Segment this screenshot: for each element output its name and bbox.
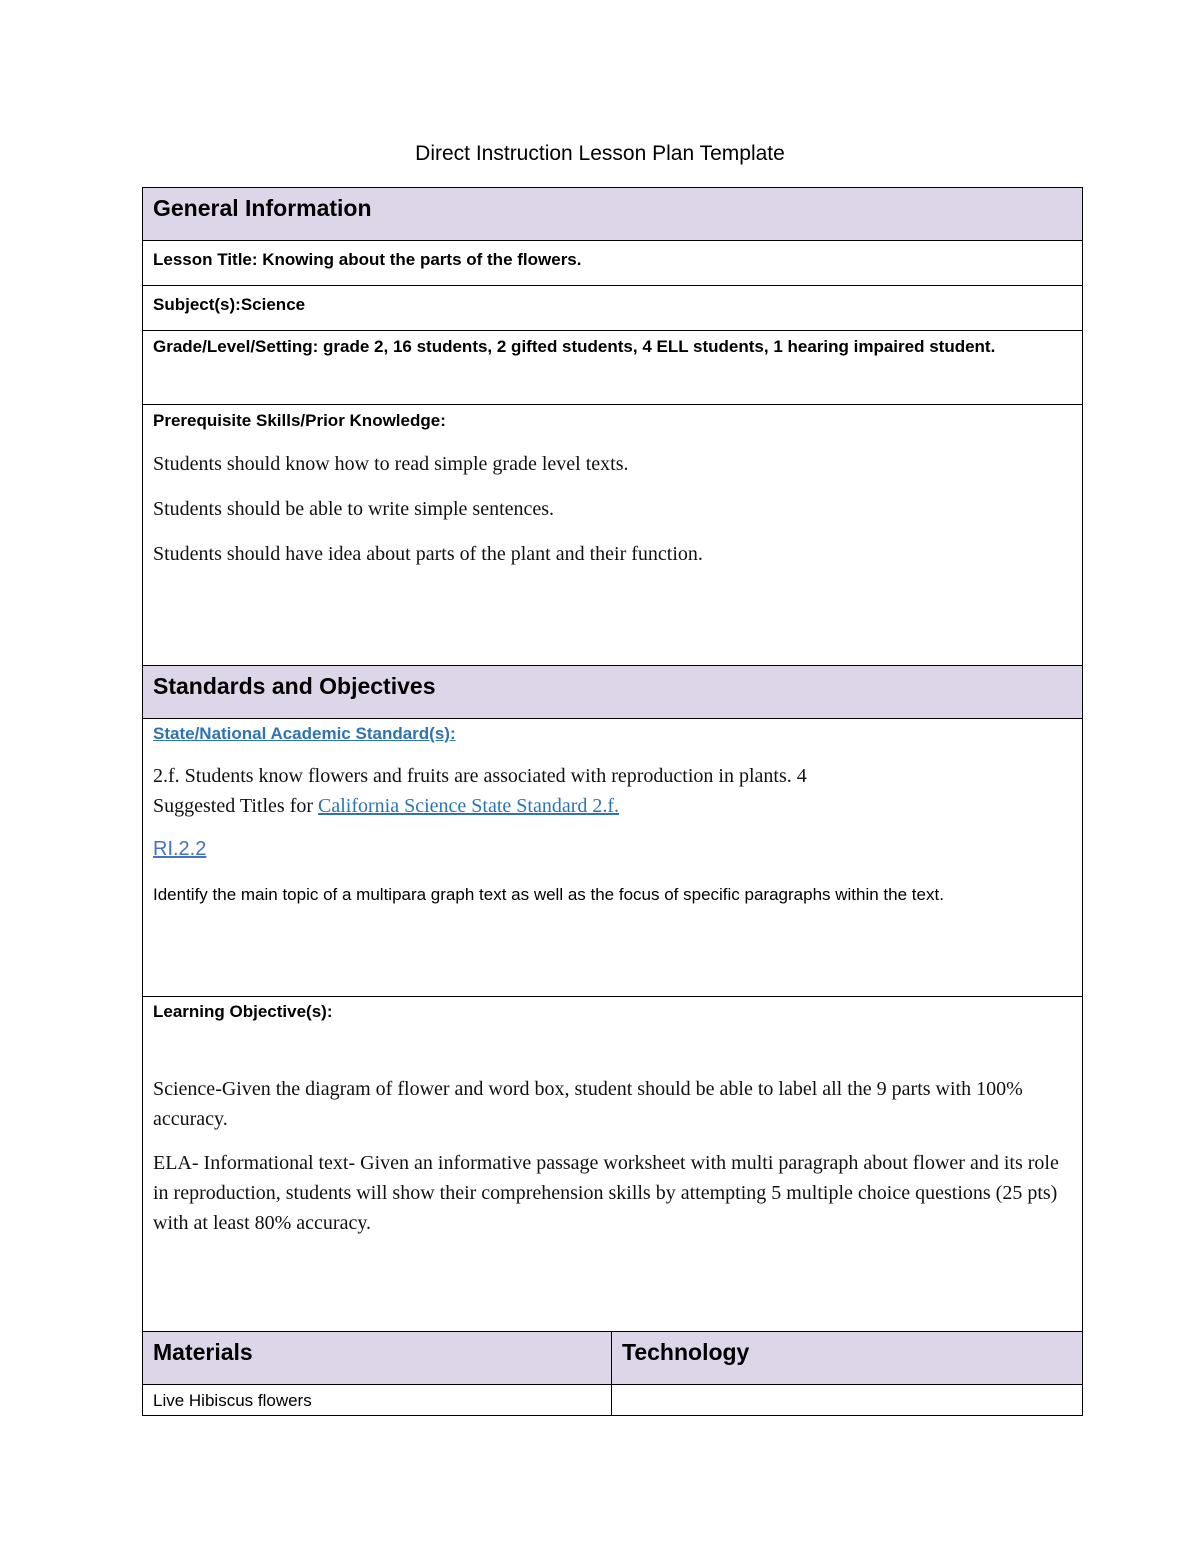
standard-2f-suggested	[153, 791, 1072, 821]
standards-link[interactable]: State/National Academic Standard(s):	[153, 724, 456, 743]
materials-heading: Materials	[153, 1339, 253, 1365]
prerequisite-item: Students should have idea about parts of the plant and their function.	[153, 543, 703, 565]
prerequisite-item: Students should be able to write simple sentences.	[153, 498, 555, 520]
subjects-cell	[143, 286, 1083, 331]
learning-objectives-label: Learning Objective(s):	[153, 1002, 333, 1021]
prerequisite-cell	[143, 405, 1083, 666]
grade-level-setting-cell	[143, 331, 1083, 405]
grade-level-setting: Grade/Level/Setting: grade 2, 16 students, 2 gifted students, 4 ELL students, 1 hearing impaired student.	[153, 337, 996, 356]
general-information-header	[143, 188, 1083, 241]
learning-objectives-cell	[143, 997, 1083, 1332]
california-standard-link[interactable]: California Science State Standard 2.f.	[318, 795, 620, 817]
subjects: Subject(s):Science	[153, 295, 306, 314]
ri-standard-row	[153, 835, 1072, 865]
technology-heading: Technology	[622, 1339, 750, 1365]
prerequisite-label: Prerequisite Skills/Prior Knowledge:	[153, 411, 446, 430]
ri-standard-link[interactable]: RI.2.2	[153, 838, 207, 860]
technology-item	[622, 1385, 1072, 1387]
prerequisite-item: Students should know how to read simple grade level texts.	[153, 453, 629, 475]
standards-cell	[143, 719, 1083, 997]
standards-objectives-header	[143, 666, 1083, 719]
lesson-title: Lesson Title: Knowing about the parts of the flowers.	[153, 250, 582, 269]
standard-2f-text: 2.f. Students know flowers and fruits are associated with reproduction in plants. 4	[153, 765, 807, 787]
suggested-titles-prefix: Suggested Titles for	[153, 795, 319, 817]
lesson-plan-table	[142, 187, 1083, 1416]
technology-header	[612, 1332, 1083, 1385]
learning-objective-item: ELA- Informational text- Given an informative passage worksheet with multi paragraph about flower and its role in reproduction, students will show their comprehension skills by attempting 5 multiple choice questions (25 pts) with at least 80% accuracy.	[153, 1152, 1059, 1234]
standards-objectives-heading: Standards and Objectives	[153, 673, 436, 699]
lesson-title-cell	[143, 241, 1083, 286]
materials-item: Live Hibiscus flowers	[153, 1391, 312, 1410]
technology-item-cell	[612, 1385, 1083, 1416]
ri-description: Identify the main topic of a multipara graph text as well as the focus of specific paragraphs within the text.	[153, 885, 944, 904]
materials-header	[143, 1332, 612, 1385]
materials-item-cell	[143, 1385, 612, 1416]
learning-objective-item: Science-Given the diagram of flower and word box, student should be able to label all the 9 parts with 100% accuracy.	[153, 1078, 1023, 1130]
general-information-heading: General Information	[153, 195, 372, 221]
document-title: Direct Instruction Lesson Plan Template	[415, 142, 785, 165]
